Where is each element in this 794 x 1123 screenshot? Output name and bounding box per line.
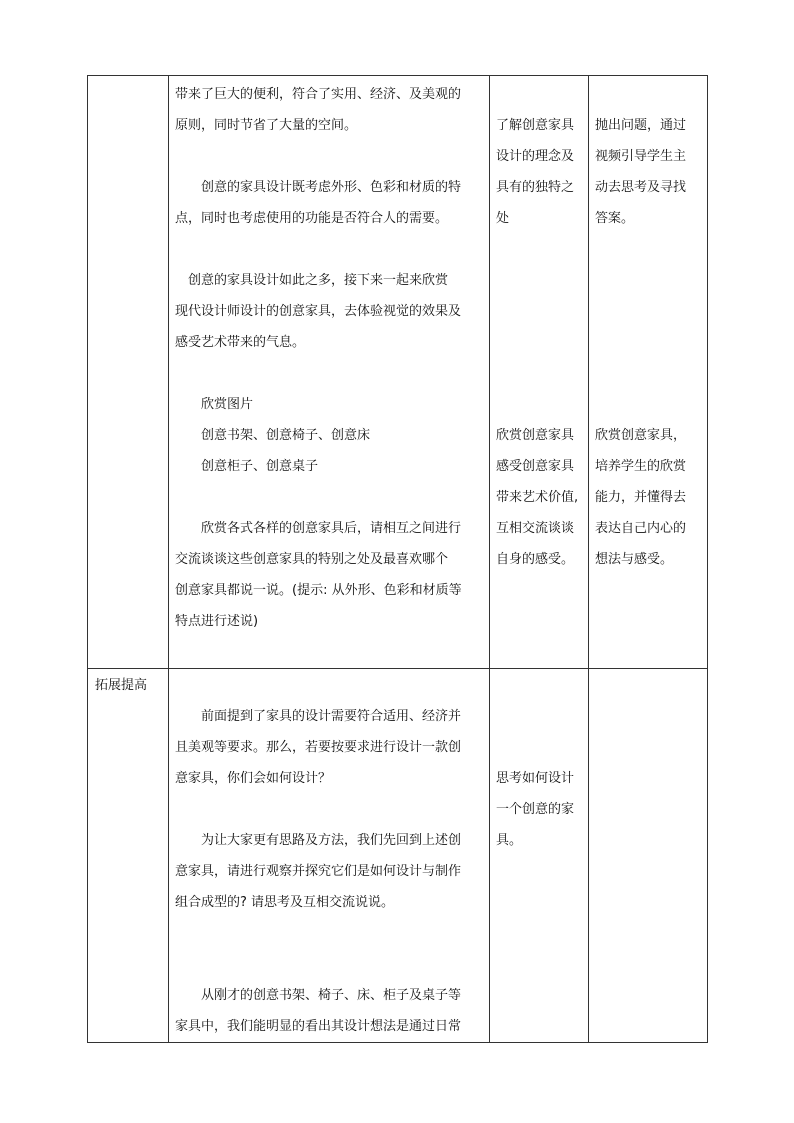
text-line: 意家具，请进行观察并探究它们是如何设计与制作: [175, 864, 462, 879]
content-paragraph: [175, 79, 485, 141]
text-line: 具有的独特之: [496, 180, 575, 195]
text-line: 感受创意家具: [496, 459, 575, 474]
text-line: 现代设计师设计的创意家具，去体验视觉的效果及: [175, 304, 462, 319]
text-line: 处: [496, 211, 510, 226]
teaching-content-cell: [169, 76, 490, 669]
stage-cell: [88, 669, 169, 1043]
content-paragraph: [175, 825, 485, 918]
text-line: 抛出问题，通过: [595, 118, 687, 133]
text-line: 带来艺术价值,: [496, 490, 579, 505]
text-line: 交流谈谈这些创意家具的特别之处及最喜欢哪个: [175, 552, 449, 567]
content-paragraph: [175, 389, 485, 482]
table-row: [88, 669, 708, 1043]
text-line: 意家具，你们会如何设计？: [175, 771, 332, 786]
text-line: 想法与感受。: [595, 552, 674, 567]
text-line: 培养学生的欣赏: [595, 459, 687, 474]
teacher-intent-cell: [589, 669, 708, 1043]
text-line: 表达自己内心的: [595, 521, 687, 536]
content-paragraph: [175, 980, 485, 1042]
content-paragraph: [175, 172, 485, 234]
text-line: 能力，并懂得去: [595, 490, 687, 505]
text-line: 互相交流谈谈: [496, 521, 575, 536]
content-paragraph: [175, 513, 485, 637]
text-line: 动去思考及寻找: [595, 180, 687, 195]
teacher-intent-text: [595, 110, 703, 234]
teaching-content-cell: [169, 669, 490, 1043]
text-line: 家具中，我们能明显的看出其设计想法是通过日常: [175, 1019, 462, 1034]
text-line: 欣赏创意家具，: [595, 428, 687, 443]
content-paragraph: [175, 265, 485, 358]
text-line: 创意书架、创意椅子、创意床: [175, 428, 371, 443]
teacher-intent-cell: [589, 76, 708, 669]
lesson-plan-table: [87, 75, 708, 1043]
text-line: 了解创意家具: [496, 118, 575, 133]
text-line: 具。: [496, 833, 523, 848]
text-line: 前面提到了家具的设计需要符合适用、经济并: [175, 709, 462, 724]
text-line: 视频引导学生主: [595, 149, 687, 164]
stage-cell: [88, 76, 169, 669]
text-line: 答案。: [595, 211, 635, 226]
text-line: 组合成型的? 请思考及互相交流说说。: [175, 895, 395, 910]
text-line: 点，同时也考虑使用的功能是否符合人的需要。: [175, 211, 449, 226]
text-line: 原则，同时节省了大量的空间。: [175, 118, 358, 133]
text-line: 思考如何设计: [496, 771, 575, 786]
text-line: 创意的家具设计如此之多，接下来一起来欣赏: [175, 273, 449, 288]
student-activity-text: [496, 763, 584, 856]
text-line: 带来了巨大的便利，符合了实用、经济、及美观的: [175, 87, 462, 102]
text-line: 设计的理念及: [496, 149, 575, 164]
text-line: 自身的感受。: [496, 552, 575, 567]
text-line: 从刚才的创意书架、椅子、床、柜子及桌子等: [175, 988, 462, 1003]
text-line: 且美观等要求。那么，若要按要求进行设计一款创: [175, 740, 462, 755]
text-line: 为让大家更有思路及方法，我们先回到上述创: [175, 833, 462, 848]
text-line: 特点进行述说): [175, 614, 259, 629]
student-activity-text: [496, 110, 584, 234]
text-line: 创意的家具设计既考虑外形、色彩和材质的特: [175, 180, 462, 195]
stage-label: 拓展提高: [95, 678, 148, 693]
student-activity-cell: [490, 669, 589, 1043]
content-paragraph: [175, 701, 485, 794]
text-line: 创意柜子、创意桌子: [175, 459, 319, 474]
student-activity-cell: [490, 76, 589, 669]
student-activity-text: [496, 420, 584, 575]
text-line: 欣赏创意家具: [496, 428, 575, 443]
teacher-intent-text: [595, 420, 703, 575]
text-line: 一个创意的家: [496, 802, 575, 817]
text-line: 创意家具都说一说。(提示: 从外形、色彩和材质等: [175, 583, 462, 598]
table-row: [88, 76, 708, 669]
text-line: 感受艺术带来的气息。: [175, 335, 306, 350]
text-line: 欣赏图片: [175, 397, 254, 412]
text-line: 欣赏各式各样的创意家具后，请相互之间进行: [175, 521, 462, 536]
